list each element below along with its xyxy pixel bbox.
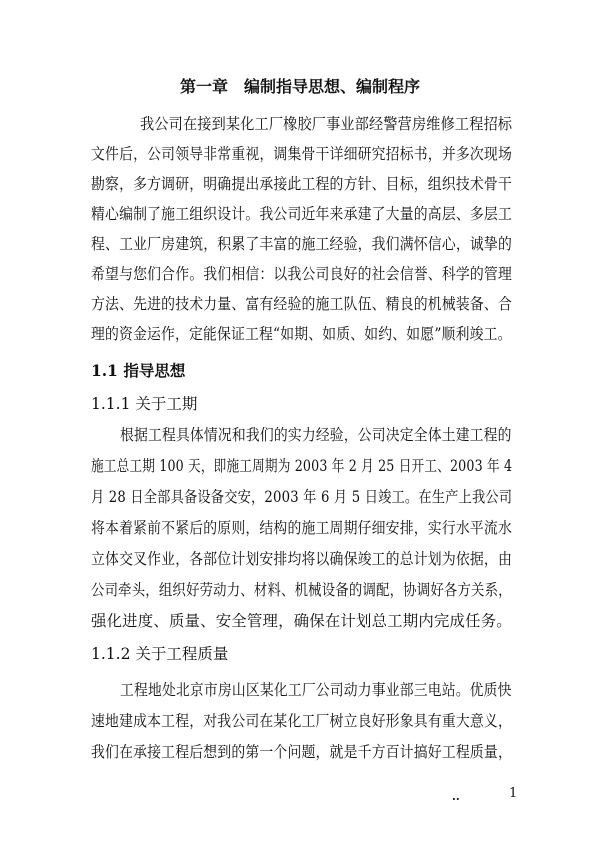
schedule-line-7: 强化进度、质量、安全管理，确保在计划总工期内完成任务。 [91,612,512,630]
intro-line-8: 理的资金运作，定能保证工程“如期、如质、如约、如愿”顺利竣工。 [91,325,512,343]
intro-line-4: 精心编制了施工组织设计。我公司近年来承建了大量的高层、多层工 [91,205,512,223]
quality-line-3: 我们在承接工程后想到的第一个问题，就是千方百计搞好工程质量， [91,743,512,761]
schedule-line-5: 立体交叉作业，各部位计划安排均将以确保竣工的总计划为依据，由 [91,550,512,568]
intro-line-5: 程、工业厂房建筑，积累了丰富的施工经验，我们满怀信心，诚挚的 [91,235,512,253]
schedule-line-6: 公司牵头，组织好劳动力、材料、机械设备的调配，协调好各方关系， [91,581,512,599]
page-number: 1 [509,786,518,801]
schedule-line-3: 月 28 日全部具备设备交安，2003 年 6 月 5 日竣工。在生产上我公司 [91,488,513,506]
intro-line-1: 我公司在接到某化工厂橡胶厂事业部经警营房维修工程招标 [140,115,513,133]
chapter-title: 第一章 编制指导思想、编制程序 [179,77,420,96]
quality-line-2: 速地建成本工程，对我公司在某化工厂树立良好形象具有重大意义， [91,712,512,730]
section-heading-1-1-1: 1.1.1 关于工期 [91,395,198,413]
quality-line-1: 工程地处北京市房山区某化工厂公司动力事业部三电站。优质快 [120,681,512,699]
schedule-line-2: 施工总工期 100 天，即施工周期为 2003 年 2 月 25 日开工、2003 年 4 [91,457,513,475]
intro-line-6: 希望与您们合作。我们相信：以我公司良好的社会信誉、科学的管理 [91,265,512,283]
footer-dots: .. [452,790,460,803]
intro-line-7: 方法、先进的技术力量、富有经验的施工队伍、精良的机械装备、合 [91,295,512,313]
section-heading-1-1: 1.1 指导思想 [91,361,186,380]
intro-line-2: 文件后，公司领导非常重视，调集骨干详细研究招标书，并多次现场 [91,145,512,163]
section-heading-1-1-2: 1.1.2 关于工程质量 [91,645,229,663]
schedule-line-1: 根据工程具体情况和我们的实力经验，公司决定全体土建工程的 [120,426,512,444]
schedule-line-4: 将本着紧前不紧后的原则，结构的施工周期仔细安排，实行水平流水 [91,519,512,537]
intro-line-3: 勘察，多方调研，明确提出承接此工程的方针、目标，组织技术骨干 [91,175,512,193]
